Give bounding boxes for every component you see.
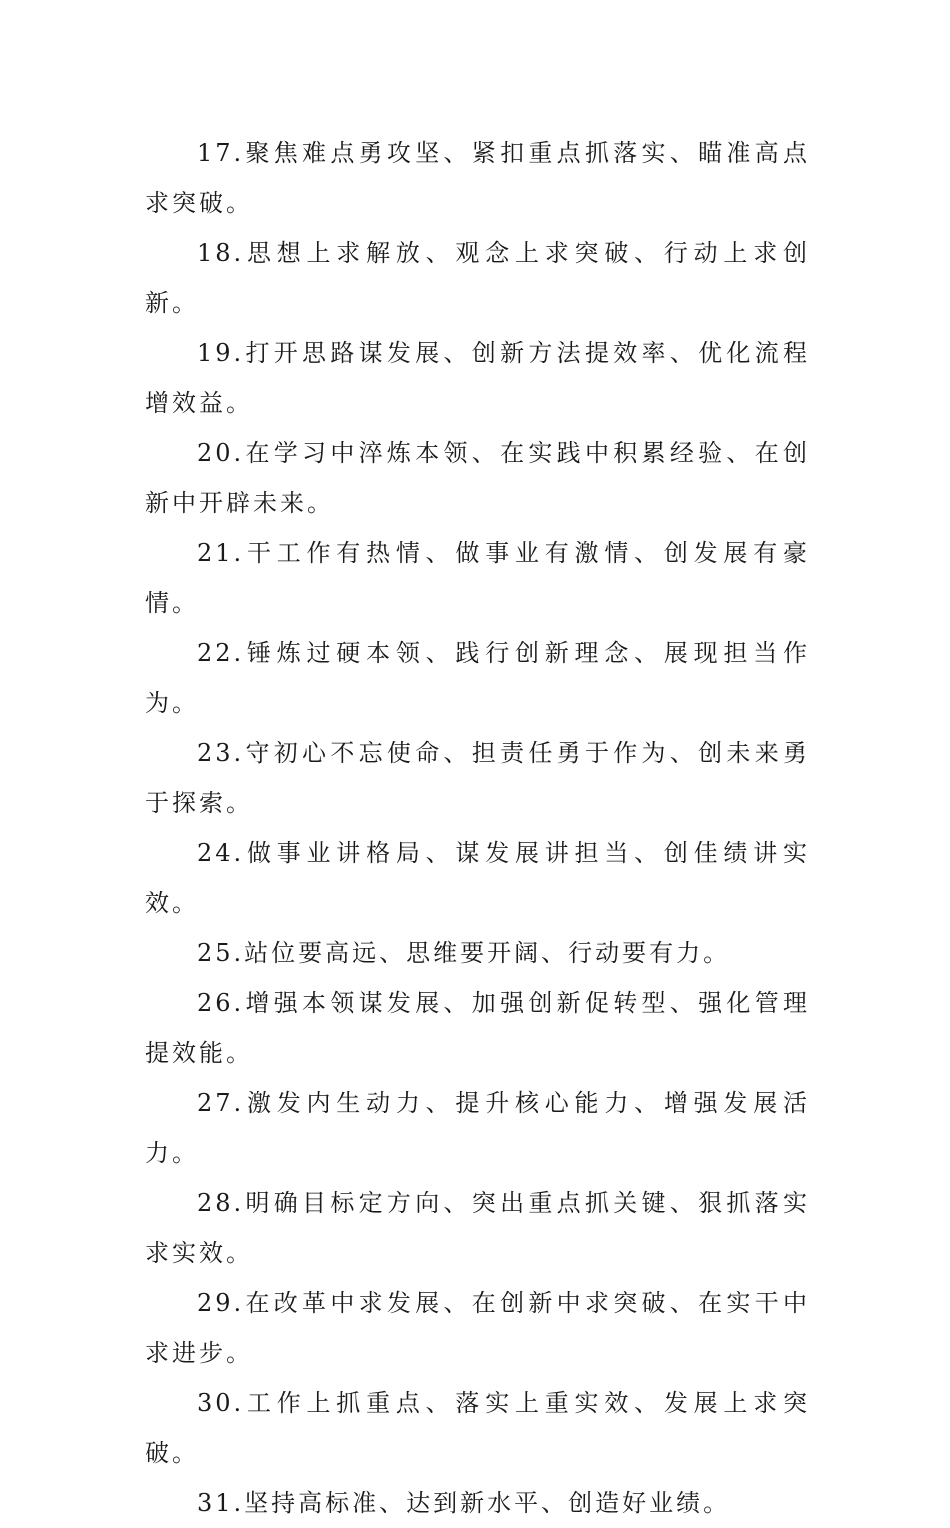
list-item: 24.做事业讲格局、谋发展讲担当、创佳绩讲实效。 (145, 839, 810, 917)
list-item: 20.在学习中淬炼本领、在实践中积累经验、在创新中开辟未来。 (145, 439, 810, 517)
list-item: 26.增强本领谋发展、加强创新促转型、强化管理提效能。 (145, 989, 810, 1067)
list-item: 28.明确目标定方向、突出重点抓关键、狠抓落实求实效。 (145, 1189, 810, 1267)
list-item: 19.打开思路谋发展、创新方法提效率、优化流程增效益。 (145, 339, 810, 417)
list-item: 18.思想上求解放、观念上求突破、行动上求创新。 (145, 239, 810, 317)
list-item: 23.守初心不忘使命、担责任勇于作为、创未来勇于探索。 (145, 739, 810, 817)
list-item: 21.干工作有热情、做事业有激情、创发展有豪情。 (145, 539, 810, 617)
list-item: 31.坚持高标准、达到新水平、创造好业绩。 (197, 1489, 731, 1517)
list-item: 30.工作上抓重点、落实上重实效、发展上求突破。 (145, 1389, 810, 1467)
list-item: 25.站位要高远、思维要开阔、行动要有力。 (197, 939, 731, 967)
list-item: 27.激发内生动力、提升核心能力、增强发展活力。 (145, 1089, 810, 1167)
list-item: 22.锤炼过硬本领、践行创新理念、展现担当作为。 (145, 639, 810, 717)
list-item: 17.聚焦难点勇攻坚、紧扣重点抓落实、瞄准高点求突破。 (145, 139, 810, 217)
list-item: 29.在改革中求发展、在创新中求突破、在实干中求进步。 (145, 1289, 810, 1367)
document-body (145, 128, 810, 1528)
